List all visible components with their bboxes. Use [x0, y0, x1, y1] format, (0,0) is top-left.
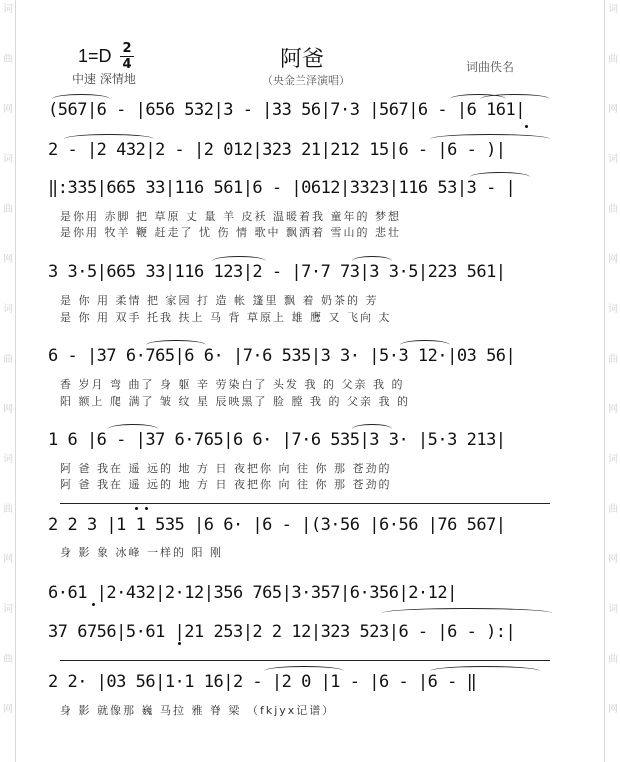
slur-mark	[212, 256, 266, 261]
watermark-glyph: 曲	[3, 204, 13, 215]
watermark-glyph: 网	[608, 254, 618, 265]
time-signature-bottom: 4	[122, 57, 132, 72]
lyric-line-5b: 阳 额上 爬 满了 皱 纹 星 辰映黑了 脸 膛 我 的 父亲 我 的	[60, 395, 410, 408]
watermark-glyph: 曲	[3, 354, 13, 365]
octave-dot	[92, 603, 95, 606]
score-line-7: 2 2 3 |1 1 535 |6 6· |6 - |(3·56 |6·56 |76 567|	[48, 515, 506, 535]
score-line-6: 1 6 |6 - |37 6·765|6 6· |7·6 535|3 3· |5·3 213|	[48, 430, 506, 450]
watermark-glyph: 曲	[608, 204, 618, 215]
singer-credit: （央金兰泽演唱）	[262, 74, 350, 87]
lyric-line-5a: 香 岁月 弯 曲了 身 躯 辛 劳染白了 头发 我 的 父亲 我 的	[60, 378, 405, 391]
watermark-glyph: 网	[608, 554, 618, 565]
watermark-glyph: 词	[3, 604, 13, 615]
slur-mark	[146, 340, 206, 345]
lyric-line-3b: 是你用 牧羊 鞭 赶走了 忧 伤 情 歌中 飘洒着 雪山的 悲壮	[60, 226, 401, 239]
lyric-line-6b: 阿 爸 我在 遥 远的 地 方 日 夜把你 向 往 你 那 苍劲的	[60, 478, 392, 491]
watermark-glyph: 网	[3, 554, 13, 565]
watermark-glyph: 网	[3, 254, 13, 265]
watermark-glyph: 曲	[608, 504, 618, 515]
watermark-glyph: 词	[3, 454, 13, 465]
key-signature: 1=D	[78, 46, 112, 66]
watermark-glyph: 词	[608, 154, 618, 165]
score-line-10: 2 2· |03 56|1·1 16|2 - |2 0 |1 - |6 - |6 - ‖	[48, 672, 477, 692]
volta-bracket-2	[60, 660, 550, 661]
watermark-strip-left	[0, 0, 16, 762]
score-line-4: 3 3·5|665 33|116 123|2 - |7·7 73|3 3·5|223 561|	[48, 262, 506, 282]
watermark-glyph: 网	[608, 404, 618, 415]
slur-mark	[400, 340, 450, 345]
slur-mark	[480, 94, 550, 99]
slur-mark	[352, 256, 392, 261]
watermark-glyph: 曲	[3, 654, 13, 665]
lyric-line-10: 身 影 就像那 巍 马拉 雅 脊 梁 （fkjyx记谱）	[60, 704, 336, 717]
lyric-line-4a: 是 你 用 柔情 把 家园 打 造 帐 篷里 飘 着 奶茶的 芳	[60, 294, 379, 307]
watermark-glyph: 曲	[608, 354, 618, 365]
watermark-glyph: 网	[3, 404, 13, 415]
slur-mark	[470, 172, 530, 177]
slur-mark	[352, 424, 392, 429]
slur-mark	[264, 666, 344, 671]
watermark-glyph: 曲	[608, 54, 618, 65]
song-title: 阿爸	[280, 47, 325, 72]
watermark-glyph: 网	[608, 704, 618, 715]
watermark-glyph: 词	[608, 4, 618, 15]
slur-mark	[382, 608, 552, 613]
octave-dot	[145, 507, 148, 510]
volta-bracket-1	[60, 503, 550, 504]
slur-mark	[64, 134, 154, 139]
lyric-line-7: 身 影 象 冰峰 一样的 阳 刚	[60, 546, 223, 559]
watermark-strip-right	[604, 0, 620, 762]
watermark-glyph: 网	[3, 704, 13, 715]
watermark-glyph: 网	[3, 104, 13, 115]
score-line-2: 2 - |2 432|2 - |2 012|323 21|212 15|6 - |6 - )|	[48, 140, 506, 160]
watermark-glyph: 词	[608, 304, 618, 315]
octave-dot	[135, 507, 138, 510]
time-signature	[120, 42, 134, 71]
watermark-glyph: 曲	[3, 504, 13, 515]
tempo-marking: 中速 深情地	[72, 72, 136, 86]
time-signature-top: 2	[122, 41, 132, 56]
watermark-glyph: 词	[3, 154, 13, 165]
octave-dot	[178, 642, 181, 645]
watermark-glyph: 词	[3, 4, 13, 15]
lyric-line-4b: 是 你 用 双手 托我 扶上 马 背 草原上 雄 鹰 又 飞向 太	[60, 311, 392, 324]
watermark-glyph: 词	[608, 454, 618, 465]
score-line-3: ‖:335|665 33|116 561|6 - |0612|3323|116 53|3 - |	[48, 178, 516, 198]
watermark-glyph: 网	[608, 104, 618, 115]
octave-dot	[525, 125, 528, 128]
slur-mark	[108, 424, 158, 429]
watermark-glyph: 词	[608, 604, 618, 615]
score-line-5: 6 - |37 6·765|6 6· |7·6 535|3 3· |5·3 12·|03 56|	[48, 346, 516, 366]
score-line-1: (567|6 - |656 532|3 - |33 56|7·3 |567|6 - |6 161|	[48, 100, 526, 120]
score-line-8: 6·61 |2·432|2·12|356 765|3·357|6·356|2·12|	[48, 583, 457, 603]
watermark-glyph: 曲	[608, 654, 618, 665]
watermark-glyph: 词	[3, 304, 13, 315]
lyric-line-3a: 是你用 赤脚 把 草原 丈 量 羊 皮袄 温暖着我 童年的 梦想	[60, 210, 401, 223]
watermark-glyph: 曲	[3, 54, 13, 65]
score-line-9: 37 6756|5·61 |21 253|2 2 12|323 523|6 - |6 - ):|	[48, 622, 516, 642]
lyric-line-6a: 阿 爸 我在 遥 远的 地 方 日 夜把你 向 往 你 那 苍劲的	[60, 462, 392, 475]
composer-credit: 词曲佚名	[466, 60, 515, 74]
slur-mark	[52, 94, 110, 99]
slur-mark	[430, 134, 550, 139]
slur-mark	[430, 666, 540, 671]
